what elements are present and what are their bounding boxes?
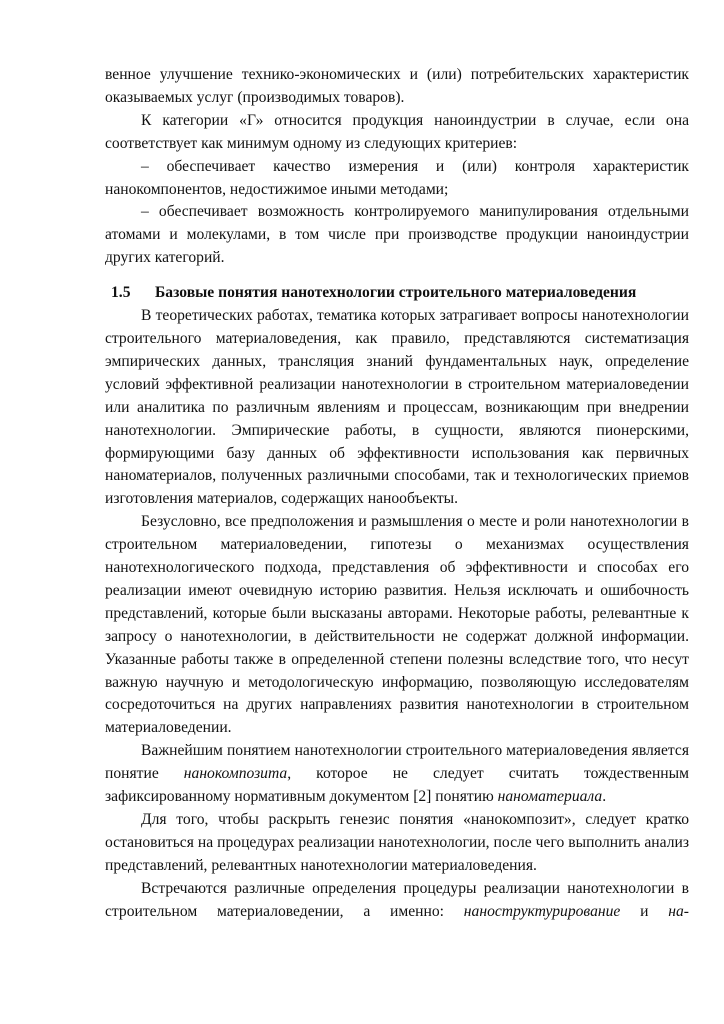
text-run: Важнейшим понятием нанотехнологии строительного материаловедения является понятие bbox=[105, 742, 689, 783]
section-heading bbox=[105, 282, 689, 305]
term-truncated: на- bbox=[668, 902, 689, 920]
paragraph-continuation: венное улучшение технико-экономических и (или) потребительских характеристик оказываемых услуг (производимых товаров). bbox=[105, 66, 689, 106]
criterion-1: – обеспечивает качество измерения и (или) контроля характеристик нанокомпонентов, недостижимое иными методами; bbox=[105, 157, 689, 198]
term-nanocomposite: нанокомпозита bbox=[183, 765, 288, 783]
text-run: и bbox=[620, 902, 669, 920]
criterion-2: – обеспечивает возможность контролируемого манипулирования отдельными атомами и молекулами, в том числе при производстве продукции наноиндустрии других категорий. bbox=[105, 203, 689, 267]
paragraph-genesis: Для того, чтобы раскрыть генезис понятия «нанокомпозит», следует кратко остановиться на процедурах реализации нанотехнологии, после чего выполнить анализ представлений, релевантных нанотехнологии материаловедения. bbox=[105, 811, 689, 874]
paragraph-theoretical-works: В теоретических работах, тематика которых затрагивает вопросы нанотехнологии строительного материаловедения, как правило, представляются систематизация эмпирических данных, трансляция знаний фундаментальных наук, определение условий эффективной реализации нанотехнологии в строительном материаловедении или аналитика по различным явлениям и процессам, возникающим при внедрении нанотехнологии. Эмпирические работы, в сущности, являются пионерскими, формирующими базу данных об эффективности использования как первичных наноматериалов, полученных различными способами, так и технологических приемов изготовления материалов, содержащих нанообъекты. bbox=[105, 307, 689, 508]
text-run: . bbox=[602, 788, 607, 806]
text-run: Встречаются различные определения процедуры реализации нанотехнологии в строительном материаловедении, а именно: bbox=[105, 879, 689, 920]
section-title: Базовые понятия нанотехнологии строительного материаловедения bbox=[155, 284, 637, 302]
term-nanostructuring: наноструктурирование bbox=[463, 902, 621, 920]
section-number: 1.5 bbox=[111, 284, 131, 302]
term-nanomaterial: наноматериала bbox=[497, 788, 603, 806]
document-page bbox=[105, 64, 689, 924]
paragraph-nanocomposite-concept bbox=[105, 740, 689, 809]
paragraph-category-g: К категории «Г» относится продукция наноиндустрии в случае, если она соответствует как минимум одному из следующих критериев: bbox=[105, 111, 689, 152]
paragraph-assumptions: Безусловно, все предположения и размышления о месте и роли нанотехнологии в строительном материаловедении, гипотезы о механизмах осуществления нанотехнологического подхода, представления об эффективности и способах его реализации имеют очевидную историю развития. Нельзя исключать и ошибочность представлений, которые были высказаны авторами. Некоторые работы, релевантные к запросу о нанотехнологии, в действительности не содержат должной информации. Указанные работы также в определенной степени полезны вследствие того, что несут важную научную и методологическую информацию, позволяющую исследователям сосредоточиться на других направлениях развития нанотехнологии в строительном материаловедении. bbox=[105, 513, 689, 737]
text-run: , которое не следует считать тождественным зафиксированному нормативным документом [2] понятию bbox=[105, 765, 689, 806]
paragraph-definitions bbox=[105, 878, 689, 924]
